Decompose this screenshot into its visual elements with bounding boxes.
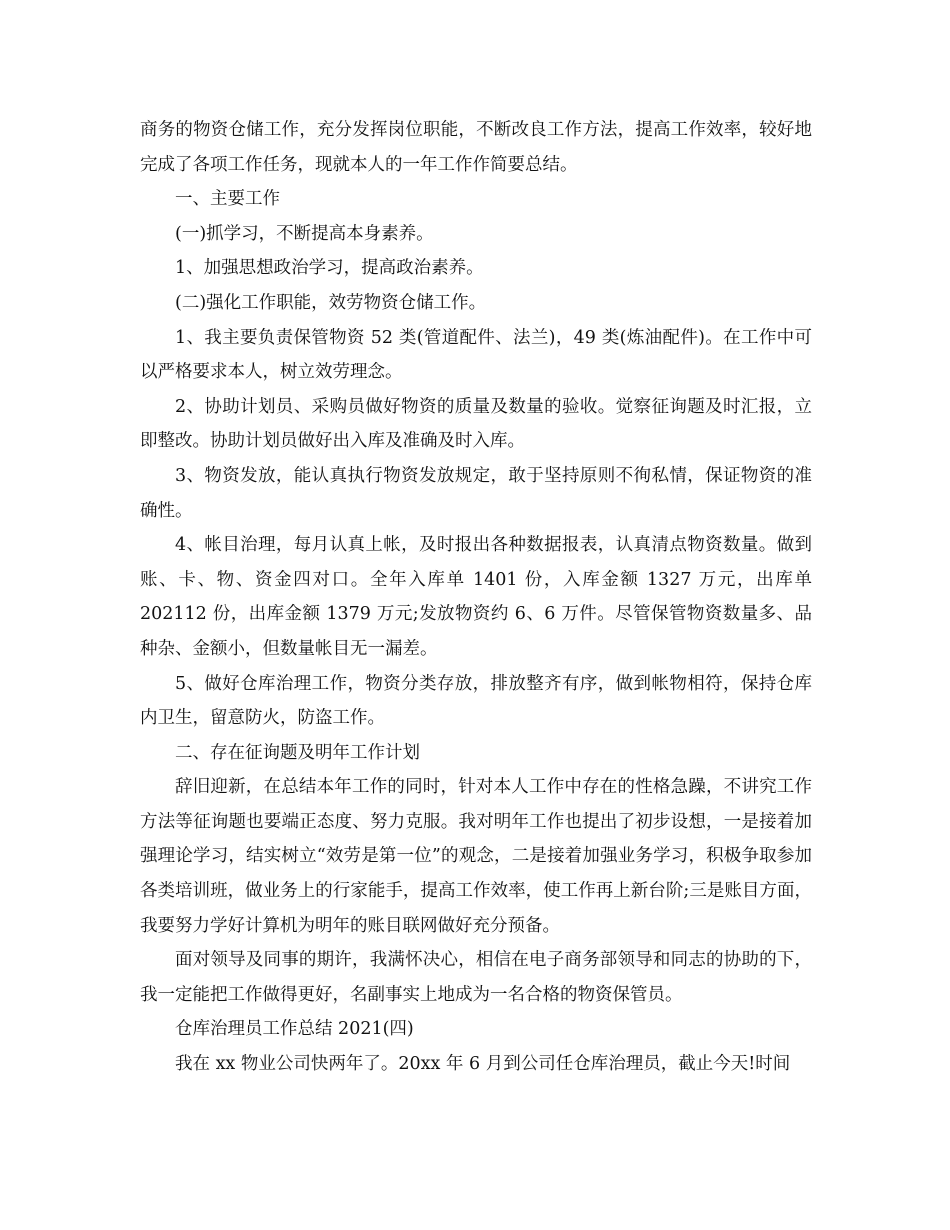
paragraph-section-4-intro: 我在 xx 物业公司快两年了。20xx 年 6 月到公司任仓库治理员，截止今天!时间 xyxy=(175,1054,791,1075)
paragraph-1: 商务的物资仓储工作，充分发挥岗位职能，不断改良工作方法，提高工作效率，较好地完成了各项工作任务，现就本人的一年工作作简要总结。 xyxy=(140,120,812,175)
paragraph-duty-item-5: 5、做好仓库治理工作，物资分类存放，排放整齐有序，做到帐物相符，保持仓库内卫生，留意防火，防盗工作。 xyxy=(140,673,812,729)
paragraph-plan: 辞旧迎新，在总结本年工作的同时，针对本人工作中存在的性格急躁，不讲究工作方法等征询题也要端正态度、努力克服。我对明年工作也提出了初步设想，一是接着加强理论学习，结实树立“效劳是第一位”的观念，二是接着加强业务学习，积极争取参加各类培训班，做业务上的行家能手，提高工作效率，使工作再上新台阶;三是账目方面，我要努力学好计算机为明年的账目联网做好充分预备。 xyxy=(140,777,812,936)
subheading-study: (一)抓学习，不断提高本身素养。 xyxy=(175,223,434,244)
paragraph-conclusion: 面对领导及同事的期许，我满怀决心，相信在电子商务部领导和同志的协助的下，我一定能把工作做得更好，名副事实上地成为一名合格的物资保管员。 xyxy=(140,950,812,1005)
section-title-4: 仓库治理员工作总结 2021(四) xyxy=(175,1019,414,1040)
paragraph-study-item: 1、加强思想政治学习，提高政治素养。 xyxy=(175,258,484,279)
paragraph-duty-item-2: 2、协助计划员、采购员做好物资的质量及数量的验收。觉察征询题及时汇报，立即整改。协助计划员做好出入库及准确及时入库。 xyxy=(140,396,812,452)
heading-problems-plan: 二、存在征询题及明年工作计划 xyxy=(175,742,420,763)
subheading-duty: (二)强化工作职能，效劳物资仓储工作。 xyxy=(175,292,487,313)
heading-main-work: 一、主要工作 xyxy=(175,189,280,210)
paragraph-duty-item-3: 3、物资发放，能认真执行物资发放规定，敢于坚持原则不徇私情，保证物资的准确性。 xyxy=(140,465,812,521)
document-body xyxy=(140,113,812,1082)
paragraph-duty-item-4: 4、帐目治理，每月认真上帐，及时报出各种数据报表，认真清点物资数量。做到账、卡、物、资金四对口。全年入库单 1401 份，入库金额 1327 万元，出库单 202112 份，出库金额 1379 万元;发放物资约 6、6 万件。尽管保管物资数量多、品种杂、金额小，但数量帐目无一漏差。 xyxy=(140,535,812,659)
paragraph-duty-item-1: 1、我主要负责保管物资 52 类(管道配件、法兰)，49 类(炼油配件)。在工作中可以严格要求本人，树立效劳理念。 xyxy=(140,327,812,383)
